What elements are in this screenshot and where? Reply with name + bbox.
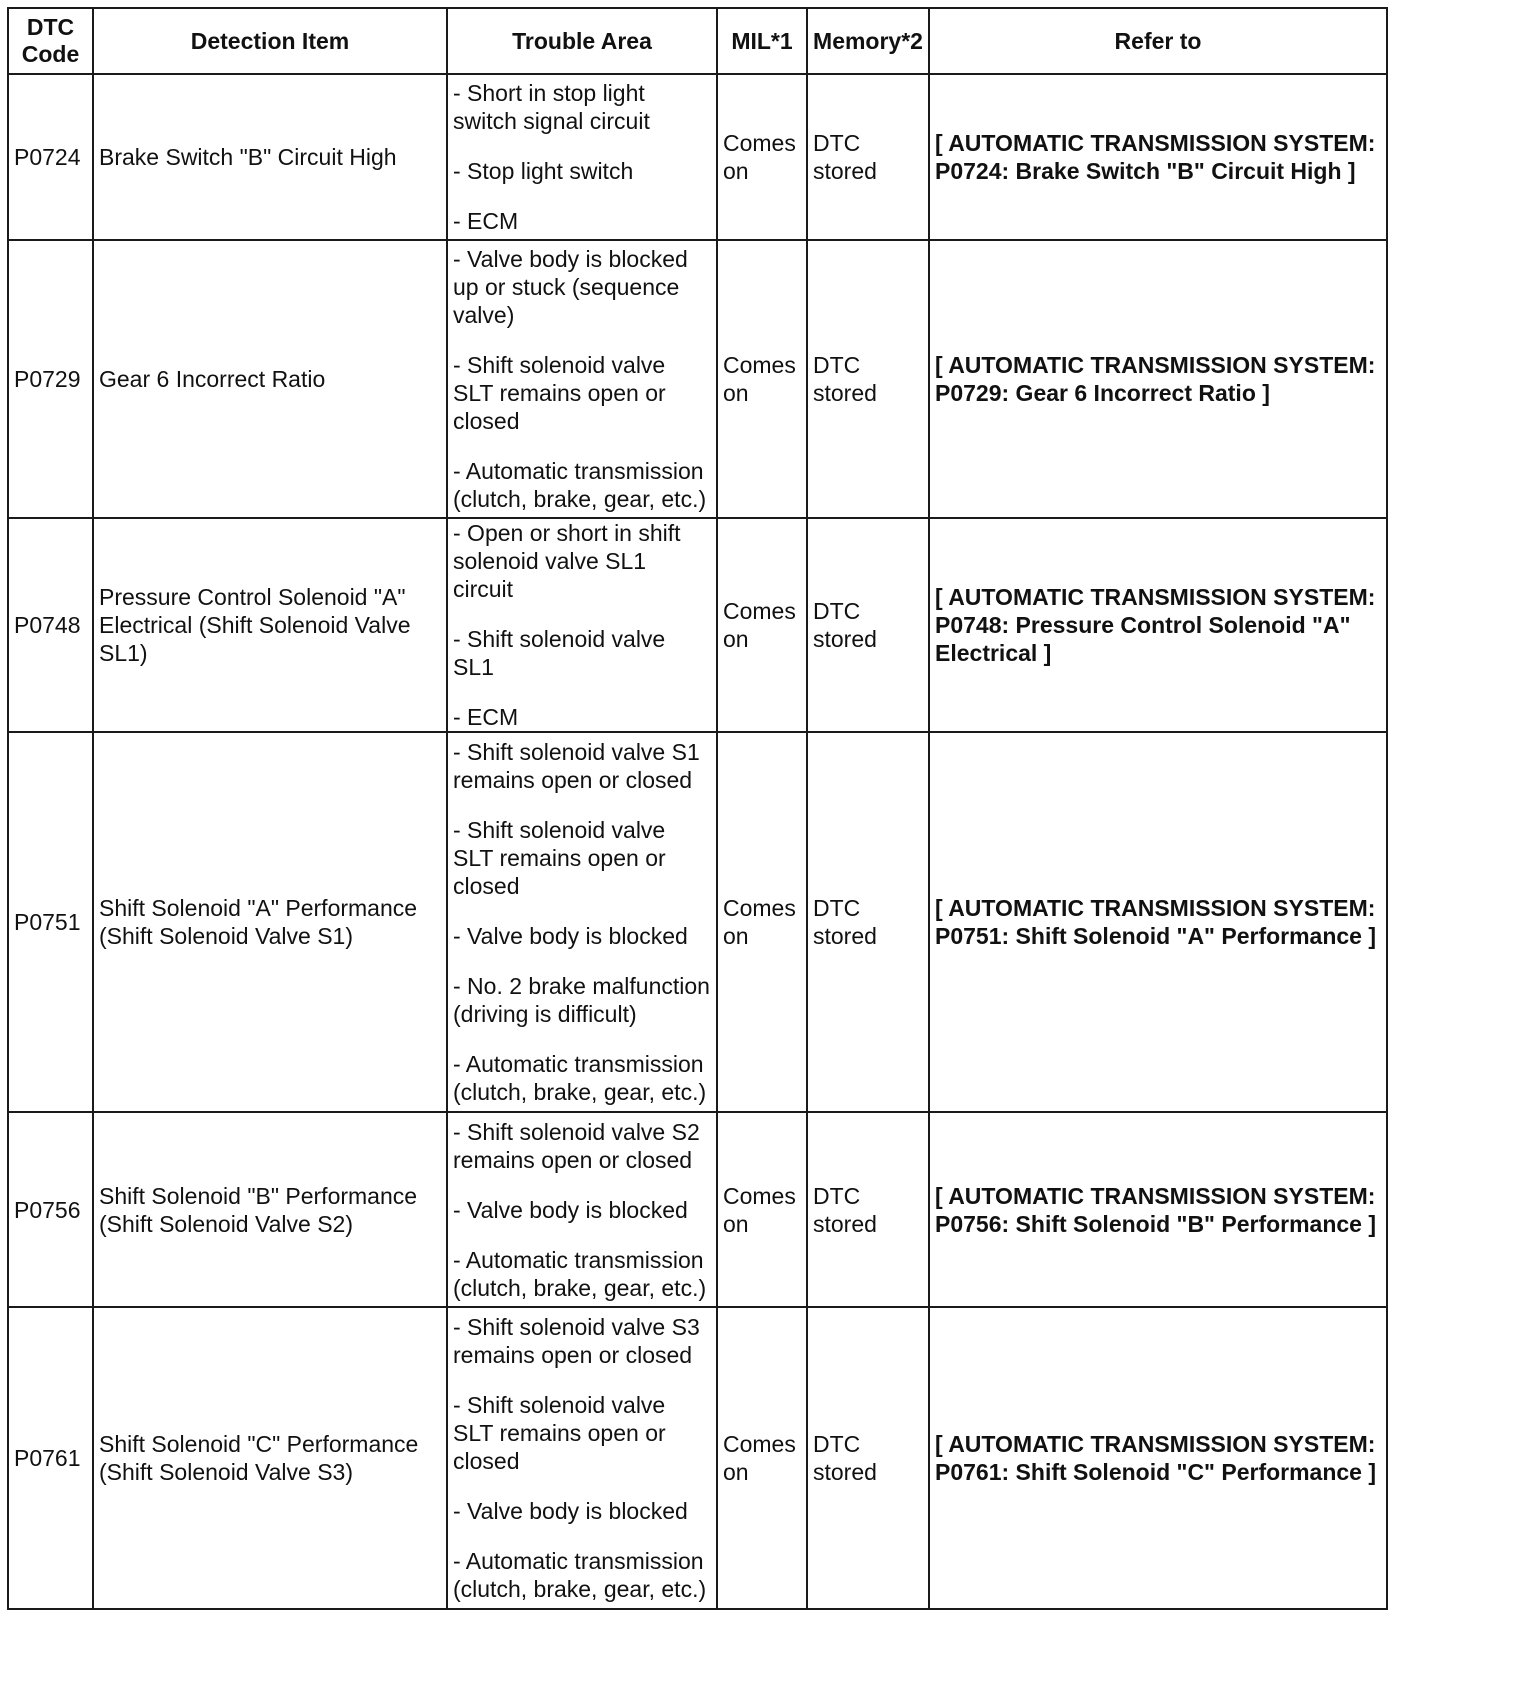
header-dtc-code-line1: DTC xyxy=(26,14,75,40)
detection-item-cell: Gear 6 Incorrect Ratio xyxy=(93,240,447,518)
trouble-area-item: - Valve body is blocked up or stuck (sequence valve) xyxy=(453,246,688,328)
trouble-area-item: - Shift solenoid valve SL1 xyxy=(453,626,666,680)
detection-item-cell: Shift Solenoid "C" Performance (Shift Solenoid Valve S3) xyxy=(93,1307,447,1609)
trouble-area-cell xyxy=(447,732,717,1112)
memory-cell: DTC stored xyxy=(807,74,929,240)
mil-cell: Comes on xyxy=(717,1112,807,1307)
trouble-area-cell xyxy=(447,518,717,732)
mil-cell: Comes on xyxy=(717,732,807,1112)
trouble-area-item: - Short in stop light switch signal circuit xyxy=(453,80,650,134)
table-header-row xyxy=(8,8,1387,74)
dtc-code-cell: P0724 xyxy=(8,74,93,240)
header-mil: MIL*1 xyxy=(717,8,807,74)
trouble-area-item: - Shift solenoid valve S3 remains open or closed xyxy=(453,1314,700,1368)
header-detection-item: Detection Item xyxy=(93,8,447,74)
trouble-area-item: - No. 2 brake malfunction (driving is difficult) xyxy=(453,973,710,1027)
mil-cell: Comes on xyxy=(717,518,807,732)
trouble-area-item: - Shift solenoid valve SLT remains open or closed xyxy=(453,1392,666,1474)
trouble-area-item: - Shift solenoid valve SLT remains open or closed xyxy=(453,352,666,434)
trouble-area-cell xyxy=(447,74,717,240)
detection-item-cell: Shift Solenoid "A" Performance (Shift Solenoid Valve S1) xyxy=(93,732,447,1112)
memory-cell: DTC stored xyxy=(807,1112,929,1307)
detection-item-cell: Shift Solenoid "B" Performance (Shift Solenoid Valve S2) xyxy=(93,1112,447,1307)
table-row xyxy=(8,240,1387,518)
trouble-area-item: - Automatic transmission (clutch, brake, gear, etc.) xyxy=(453,1246,707,1301)
refer-to-cell: [ AUTOMATIC TRANSMISSION SYSTEM: P0724: Brake Switch "B" Circuit High ] xyxy=(929,74,1387,240)
trouble-area-item: - Stop light switch xyxy=(453,158,634,184)
table-row xyxy=(8,518,1387,732)
table-row xyxy=(8,74,1387,240)
trouble-area-item: - Shift solenoid valve SLT remains open or closed xyxy=(453,817,666,899)
trouble-area-cell xyxy=(447,1112,717,1307)
header-trouble-area: Trouble Area xyxy=(447,8,717,74)
mil-cell: Comes on xyxy=(717,1307,807,1609)
table-row xyxy=(8,1112,1387,1307)
header-memory: Memory*2 xyxy=(807,8,929,74)
memory-cell: DTC stored xyxy=(807,518,929,732)
memory-cell: DTC stored xyxy=(807,1307,929,1609)
trouble-area-cell xyxy=(447,1307,717,1609)
refer-to-cell: [ AUTOMATIC TRANSMISSION SYSTEM: P0751: Shift Solenoid "A" Performance ] xyxy=(929,732,1387,1112)
memory-cell: DTC stored xyxy=(807,240,929,518)
memory-cell: DTC stored xyxy=(807,732,929,1112)
trouble-area-cell xyxy=(447,240,717,518)
dtc-code-cell: P0729 xyxy=(8,240,93,518)
trouble-area-item: - Automatic transmission (clutch, brake, gear, etc.) xyxy=(453,1051,707,1105)
trouble-area-item: - Valve body is blocked xyxy=(453,1196,688,1223)
dtc-code-cell: P0756 xyxy=(8,1112,93,1307)
refer-to-cell: [ AUTOMATIC TRANSMISSION SYSTEM: P0729: Gear 6 Incorrect Ratio ] xyxy=(929,240,1387,518)
trouble-area-item: - ECM xyxy=(453,704,519,730)
trouble-area-item: - Valve body is blocked xyxy=(453,1498,688,1524)
trouble-area-item: - Shift solenoid valve S1 remains open or closed xyxy=(453,739,700,793)
mil-cell: Comes on xyxy=(717,240,807,518)
detection-item-cell: Pressure Control Solenoid "A" Electrical (Shift Solenoid Valve SL1) xyxy=(93,518,447,732)
dtc-code-cell: P0761 xyxy=(8,1307,93,1609)
trouble-area-item: - Shift solenoid valve S2 remains open or closed xyxy=(453,1118,700,1173)
trouble-area-item: - Automatic transmission (clutch, brake, gear, etc.) xyxy=(453,458,707,512)
header-dtc-code xyxy=(8,8,93,74)
table-body xyxy=(8,74,1387,1609)
header-dtc-code-line2: Code xyxy=(21,41,80,67)
dtc-table xyxy=(7,7,1388,1610)
trouble-area-item: - ECM xyxy=(453,208,519,234)
mil-cell: Comes on xyxy=(717,74,807,240)
trouble-area-item: - Valve body is blocked xyxy=(453,923,688,949)
dtc-code-cell: P0748 xyxy=(8,518,93,732)
header-refer-to: Refer to xyxy=(929,8,1387,74)
dtc-code-cell: P0751 xyxy=(8,732,93,1112)
refer-to-cell: [ AUTOMATIC TRANSMISSION SYSTEM: P0761: Shift Solenoid "C" Performance ] xyxy=(929,1307,1387,1609)
table-row xyxy=(8,732,1387,1112)
trouble-area-item: - Open or short in shift solenoid valve SL1 circuit xyxy=(453,520,681,602)
refer-to-cell: [ AUTOMATIC TRANSMISSION SYSTEM: P0756: Shift Solenoid "B" Performance ] xyxy=(929,1112,1387,1307)
detection-item-cell: Brake Switch "B" Circuit High xyxy=(93,74,447,240)
refer-to-cell: [ AUTOMATIC TRANSMISSION SYSTEM: P0748: Pressure Control Solenoid "A" Electrical ] xyxy=(929,518,1387,732)
trouble-area-item: - Automatic transmission (clutch, brake, gear, etc.) xyxy=(453,1548,707,1602)
table-row xyxy=(8,1307,1387,1609)
